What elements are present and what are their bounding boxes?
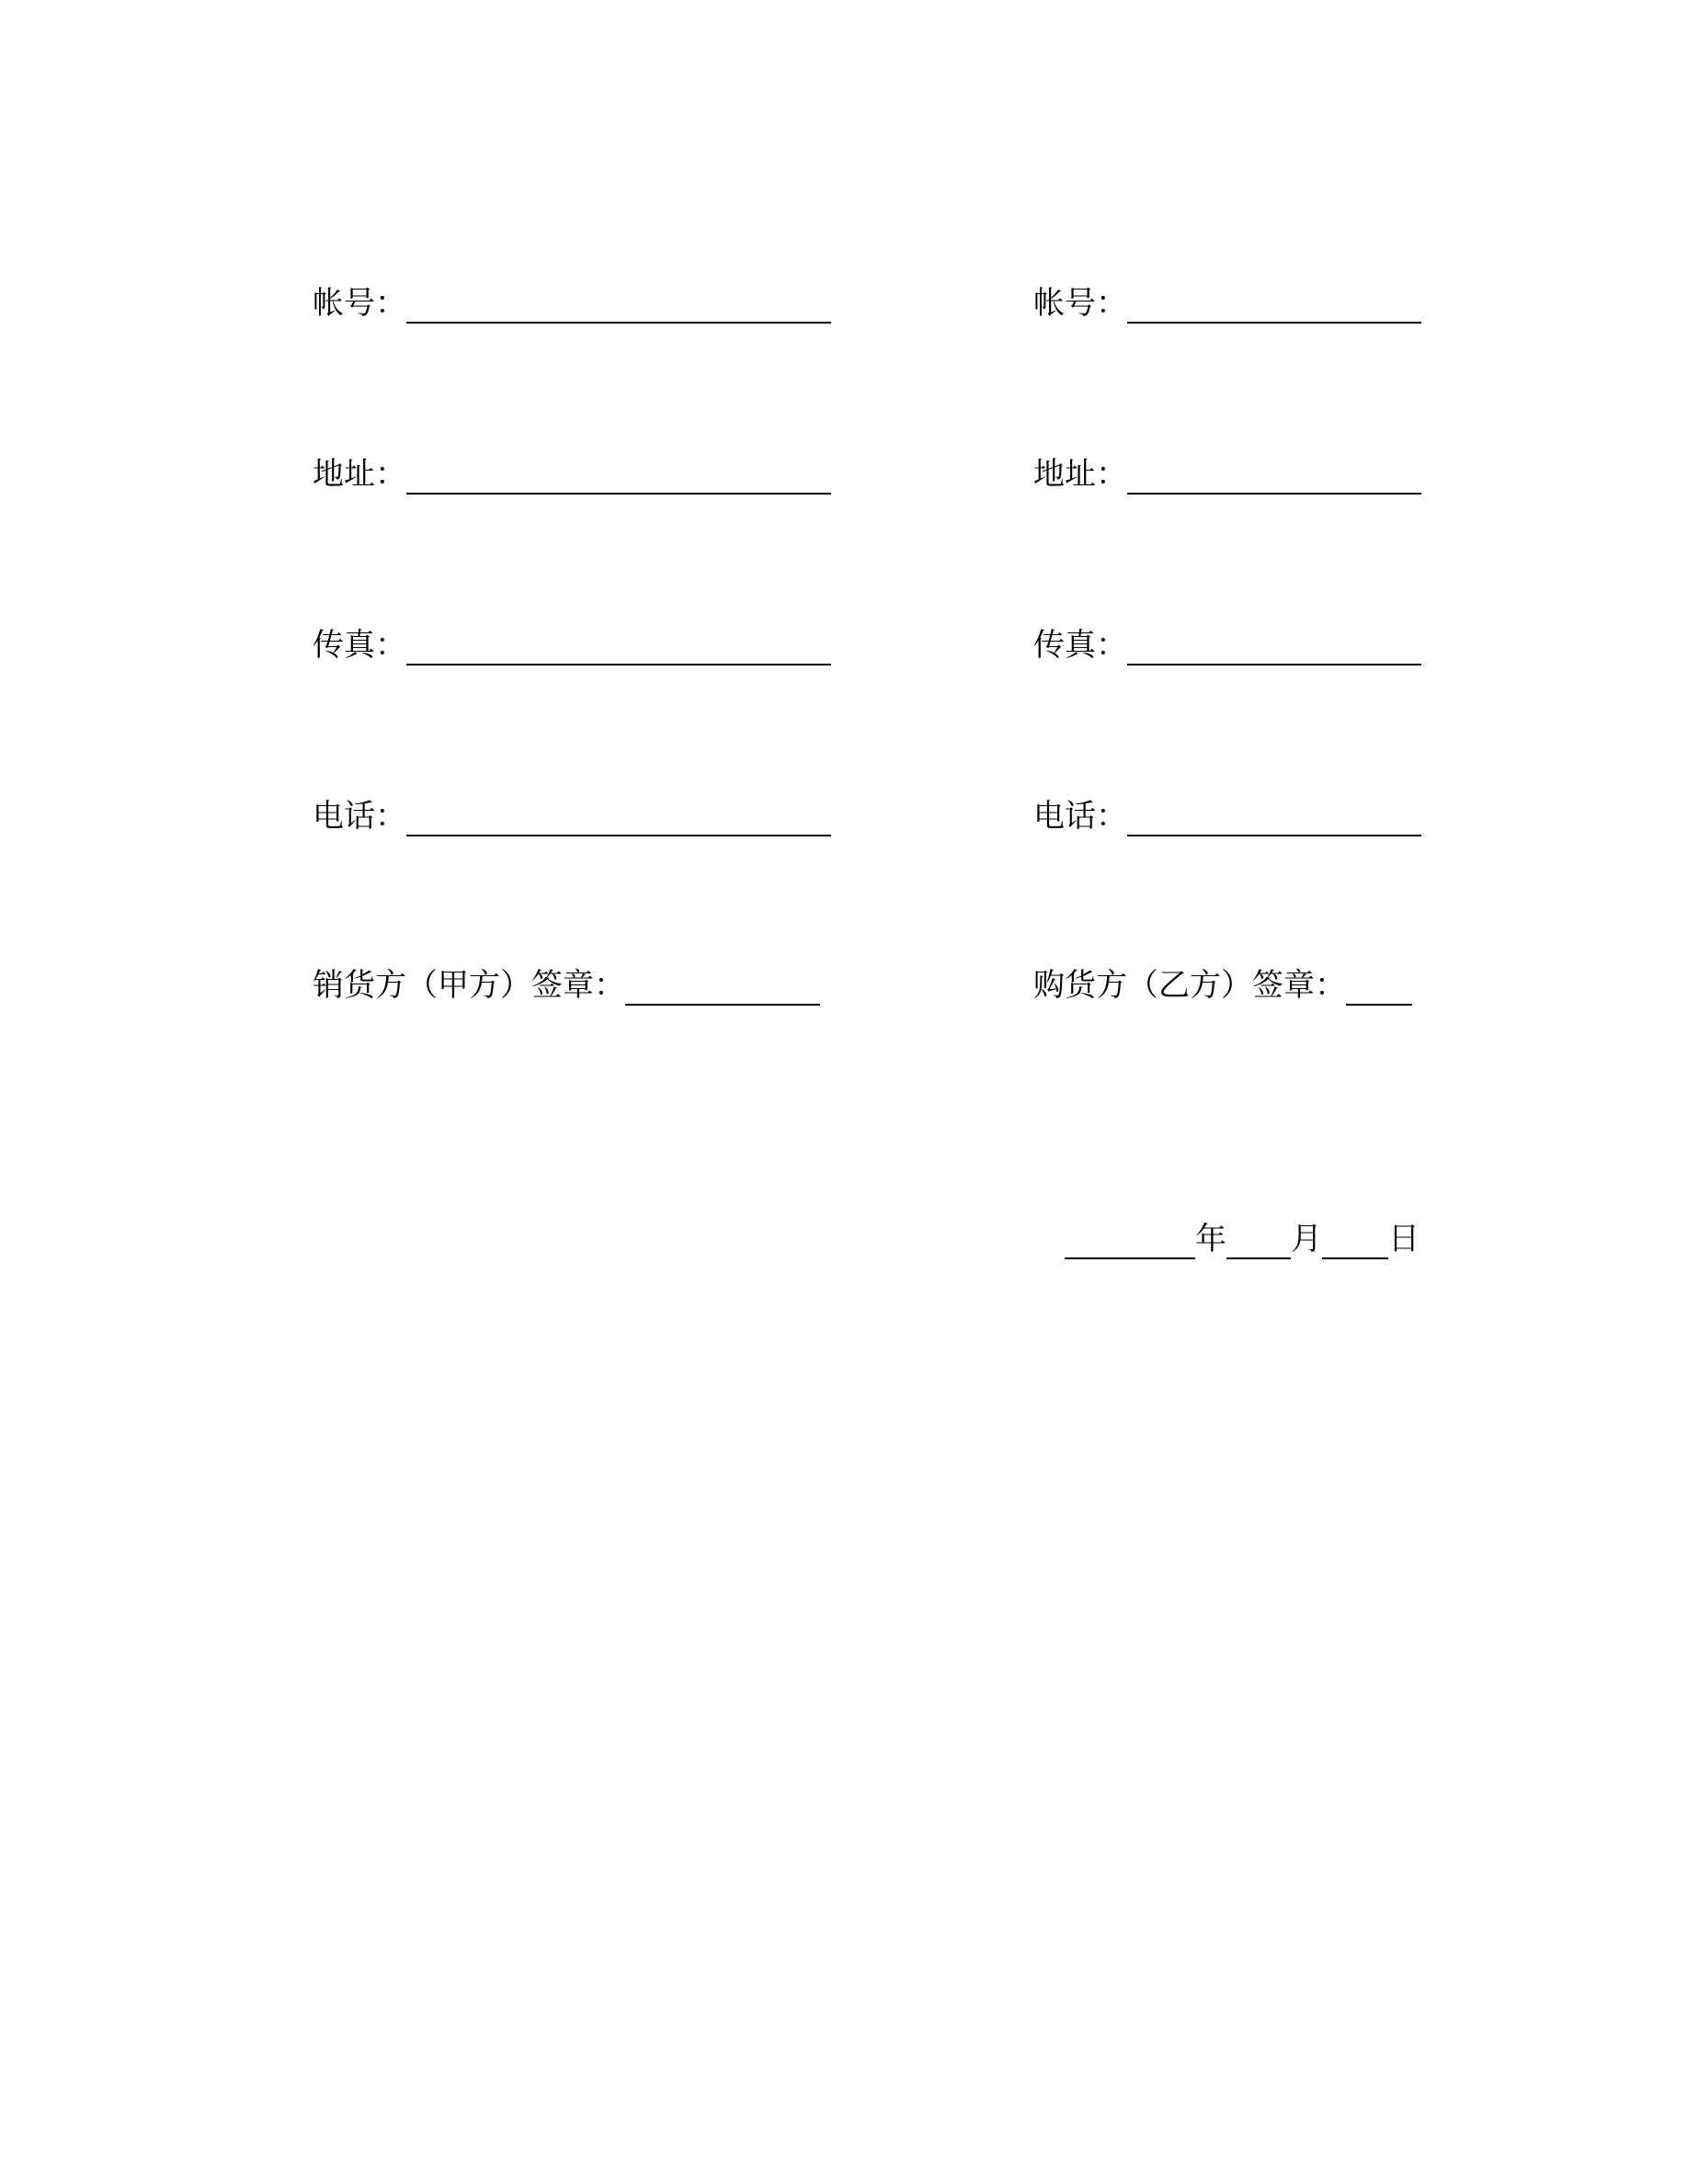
party-b-account-blank[interactable] xyxy=(1127,287,1421,324)
party-b-address-field xyxy=(1033,450,1421,495)
date-day-label: 日 xyxy=(1388,1221,1420,1257)
party-b-fax-label: 传真： xyxy=(1033,627,1127,664)
party-b-address-label: 地址： xyxy=(1033,456,1127,493)
party-a-phone-blank[interactable] xyxy=(406,800,831,836)
party-a-fax-blank[interactable] xyxy=(406,629,831,665)
party-a-fax-field xyxy=(313,621,831,665)
party-a-account-blank[interactable] xyxy=(406,287,831,324)
party-a-signature-field xyxy=(313,961,820,1006)
party-b-signature-field xyxy=(1033,961,1412,1006)
party-b-signature-label: 购货方（乙方）签章： xyxy=(1033,967,1346,1004)
date-day-blank[interactable] xyxy=(1322,1223,1388,1259)
party-b-fax-field xyxy=(1033,621,1421,665)
party-b-address-blank[interactable] xyxy=(1127,458,1421,495)
party-a-signature-label: 销货方（甲方）签章： xyxy=(313,967,625,1004)
party-b-phone-label: 电话： xyxy=(1033,798,1127,835)
party-a-phone-field xyxy=(313,792,831,836)
date-year-label: 年 xyxy=(1195,1221,1226,1257)
party-a-address-field xyxy=(313,450,831,495)
date-year-blank[interactable] xyxy=(1065,1223,1195,1259)
signing-date xyxy=(1065,1215,1420,1259)
party-b-account-label: 帐号： xyxy=(1033,285,1127,322)
party-a-address-label: 地址： xyxy=(313,456,406,493)
party-a-address-blank[interactable] xyxy=(406,458,831,495)
party-b-fax-blank[interactable] xyxy=(1127,629,1421,665)
party-b-phone-blank[interactable] xyxy=(1127,800,1421,836)
party-a-account-field xyxy=(313,279,831,324)
party-a-signature-blank[interactable] xyxy=(625,969,820,1006)
party-b-signature-blank[interactable] xyxy=(1346,969,1412,1006)
date-month-label: 月 xyxy=(1291,1221,1322,1257)
party-a-phone-label: 电话： xyxy=(313,798,406,835)
party-b-account-field xyxy=(1033,279,1421,324)
party-a-fax-label: 传真： xyxy=(313,627,406,664)
date-month-blank[interactable] xyxy=(1226,1223,1291,1259)
party-a-account-label: 帐号： xyxy=(313,285,406,322)
party-b-phone-field xyxy=(1033,792,1421,836)
